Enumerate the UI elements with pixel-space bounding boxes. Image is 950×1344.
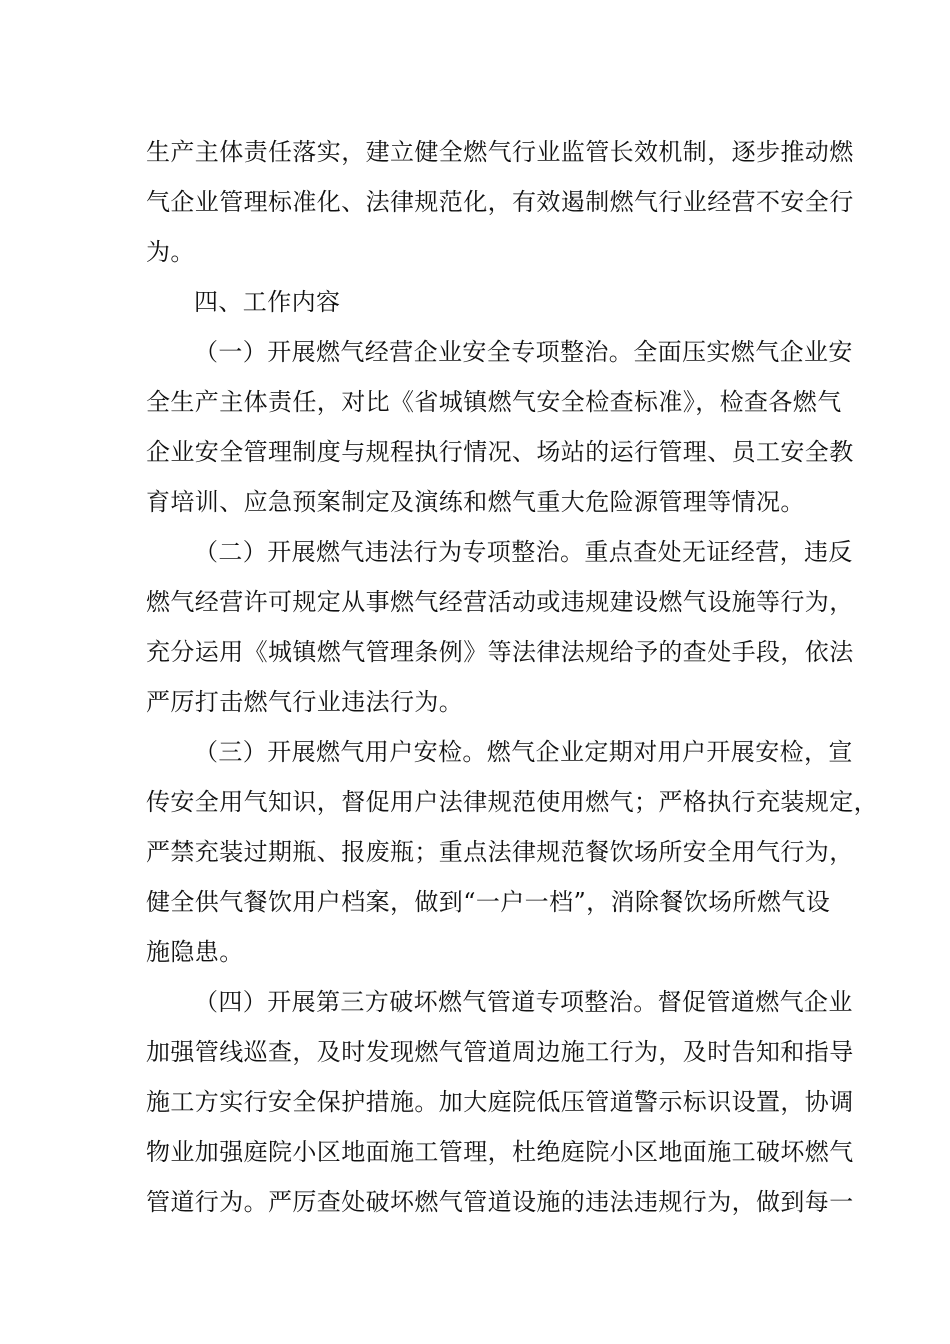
paragraph-line: 充分运用《城镇燃气管理条例》等法律法规给予的查处手段，依法 <box>146 638 854 666</box>
paragraph-line: 为。 <box>146 238 195 266</box>
paragraph-line: 严厉打击燃气行业违法行为。 <box>146 688 464 716</box>
paragraph-line: 企业安全管理制度与规程执行情况、场站的运行管理、员工安全教 <box>146 438 854 466</box>
paragraph-line: 物业加强庭院小区地面施工管理，杜绝庭院小区地面施工破坏燃气 <box>146 1138 854 1166</box>
paragraph-line: （四）开展第三方破坏燃气管道专项整治。督促管道燃气企业 <box>194 988 853 1016</box>
paragraph-line: 加强管线巡查，及时发现燃气管道周边施工行为，及时告知和指导 <box>146 1038 854 1066</box>
paragraph-line: （一）开展燃气经营企业安全专项整治。全面压实燃气企业安 <box>194 338 853 366</box>
paragraph-line: 严禁充装过期瓶、报废瓶；重点法律规范餐饮场所安全用气行为， <box>146 838 854 866</box>
paragraph-line: 传安全用气知识，督促用户法律规范使用燃气；严格执行充装规定， <box>146 788 878 816</box>
paragraph-line: 施工方实行安全保护措施。加大庭院低压管道警示标识设置，协调 <box>146 1088 854 1116</box>
paragraph-line: 生产主体责任落实，建立健全燃气行业监管长效机制，逐步推动燃 <box>146 138 854 166</box>
paragraph-line: 燃气经营许可规定从事燃气经营活动或违规建设燃气设施等行为， <box>146 588 854 616</box>
paragraph-line: （二）开展燃气违法行为专项整治。重点查处无证经营，违反 <box>194 538 853 566</box>
section-heading: 四、工作内容 <box>194 288 341 316</box>
paragraph-line: 施隐患。 <box>146 938 244 966</box>
paragraph-line: （三）开展燃气用户安检。燃气企业定期对用户开展安检，宣 <box>194 738 853 766</box>
paragraph-line: 管道行为。严厉查处破坏燃气管道设施的违法违规行为，做到每一 <box>146 1188 854 1216</box>
paragraph-line: 健全供气餐饮用户档案，做到“一户一档”，消除餐饮场所燃气设 <box>146 888 831 916</box>
paragraph-line: 气企业管理标准化、法律规范化，有效遏制燃气行业经营不安全行 <box>146 188 854 216</box>
paragraph-line: 育培训、应急预案制定及演练和燃气重大危险源管理等情况。 <box>146 488 805 516</box>
paragraph-line: 全生产主体责任，对比《省城镇燃气安全检查标准》，检查各燃气 <box>146 388 842 416</box>
